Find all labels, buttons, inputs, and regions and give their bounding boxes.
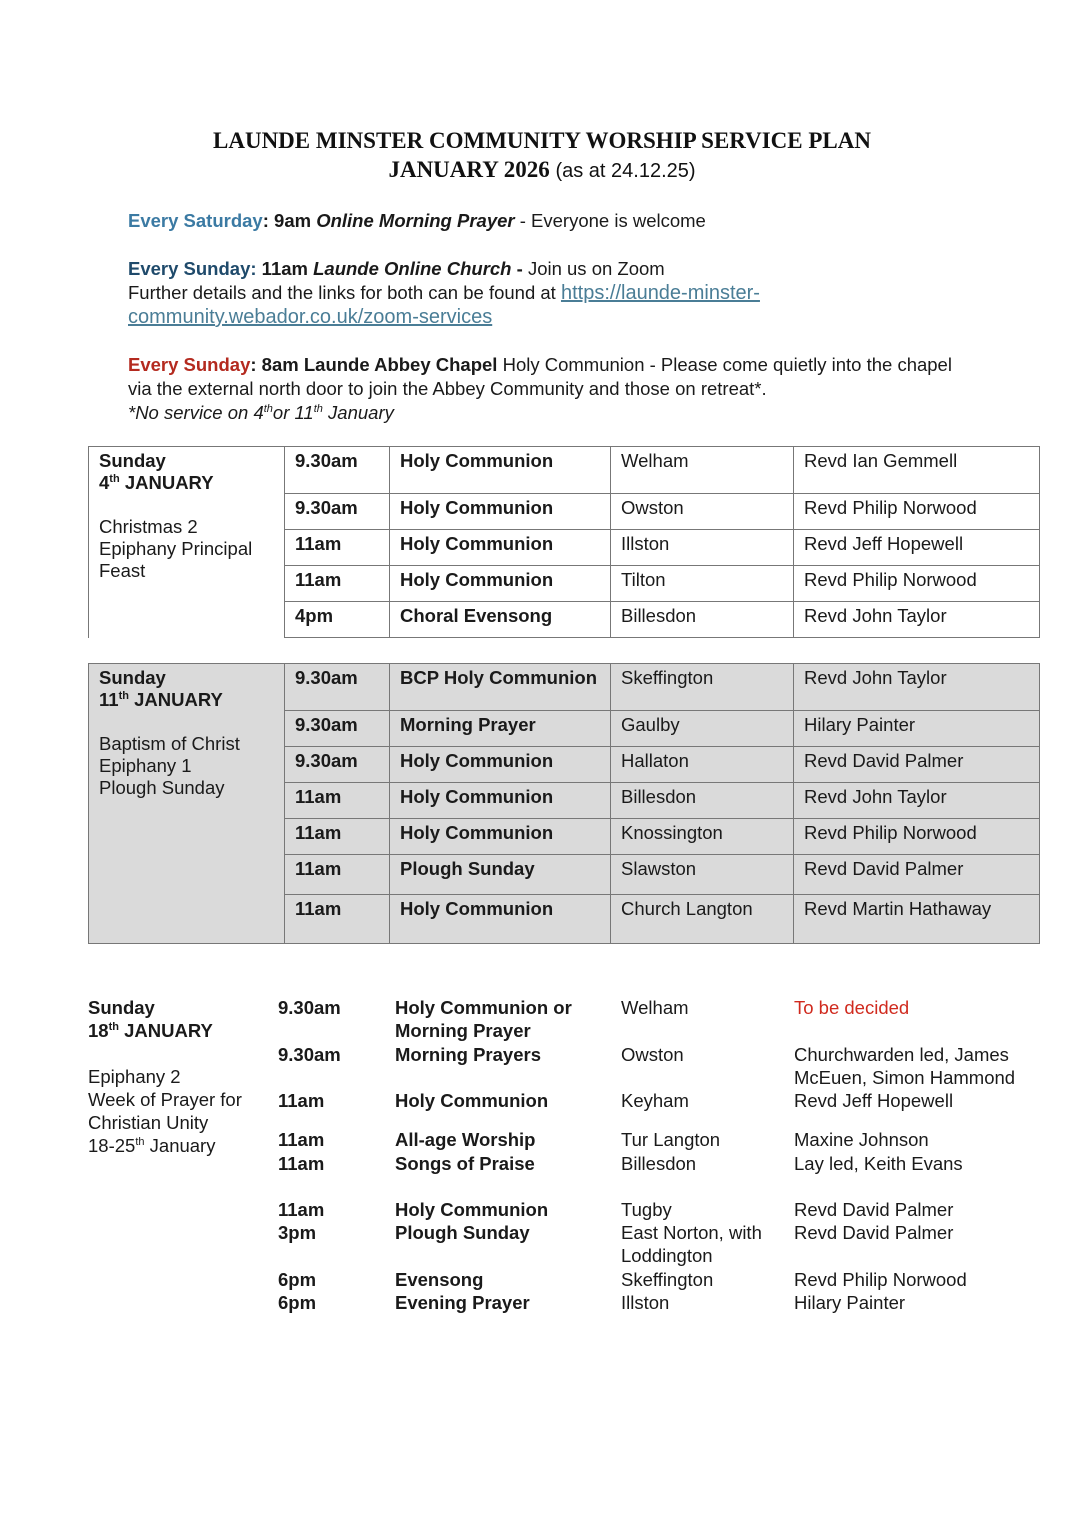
list-item: 3pm Plough Sunday East Norton, with Loddington Revd David Palmer — [278, 1222, 954, 1266]
saturday-notice-rest: - Everyone is welcome — [514, 210, 706, 231]
table-row: Sunday 4th JANUARY Christmas 2 Epiphany Principal Feast 9.30am Holy Communion Welham Revd Ian Gemmell — [89, 447, 1040, 494]
list-item: 11am Songs of Praise Billesdon Lay led, Keith Evans — [278, 1153, 963, 1174]
table-row: Sunday 11th JANUARY Baptism of Christ Epiphany 1 Plough Sunday 9.30am BCP Holy Communion Skeffington Revd John Taylor — [89, 664, 1040, 711]
table-row: 11am Holy Communion Knossington Revd Philip Norwood — [89, 819, 1040, 855]
sunday-chapel-time-place: 8am Launde Abbey Chapel — [256, 354, 498, 375]
title-month: JANUARY 2026 — [388, 157, 550, 182]
sunday-online-rest: Join us on Zoom — [527, 258, 665, 279]
table-row: 11am Holy Communion Billesdon Revd John Taylor — [89, 783, 1040, 819]
page-title — [0, 126, 1084, 186]
list-item: 11am Holy Communion Keyham Revd Jeff Hopewell — [278, 1090, 954, 1111]
saturday-notice: Every Saturday: 9am Online Morning Prayer - Everyone is welcome — [128, 210, 706, 231]
sunday-chapel-notice: Every Sunday: 8am Launde Abbey Chapel Holy Communion - Please come quietly into the chapel via the external north door to join the Abbey Community and those on retreat*. *No service on 4thor 11th January — [128, 354, 952, 423]
list-item: 6pm Evening Prayer Illston Hilary Painter — [278, 1292, 906, 1313]
day-cell: Sunday 11th JANUARY Baptism of Christ Epiphany 1 Plough Sunday — [89, 664, 285, 944]
title-date-note: (as at 24.12.25) — [555, 160, 696, 182]
chapel-footnote: *No service on 4thor 11th January — [128, 402, 394, 423]
schedule-18-jan — [88, 996, 1048, 1314]
zoom-services-link[interactable]: https://launde-minster-community.webador.co.uk/zoom-services — [128, 282, 760, 328]
details-text: Further details and the links for both can be found at — [128, 282, 561, 303]
list-item: 9.30am Morning Prayers Owston Churchwarden led, James McEuen, Simon Hammond — [278, 1044, 1016, 1088]
list-item: 6pm Evensong Skeffington Revd Philip Norwood — [278, 1269, 967, 1290]
table-row: 4pm Choral Evensong Billesdon Revd John Taylor — [89, 602, 1040, 638]
liturgical-notes: Baptism of Christ Epiphany 1 Plough Sunday — [99, 733, 240, 798]
list-item: 11am Holy Communion Tugby Revd David Palmer — [278, 1199, 954, 1220]
saturday-time: 9am — [268, 210, 317, 231]
sunday-online-label: Every Sunday: — [128, 258, 257, 279]
saturday-service-name: Online Morning Prayer — [316, 210, 515, 231]
table-row: 9.30am Morning Prayer Gaulby Hilary Painter — [89, 711, 1040, 747]
liturgical-notes: Christmas 2 Epiphany Principal Feast — [99, 516, 253, 581]
sunday-chapel-label: Every Sunday — [128, 354, 251, 375]
table-row: 11am Holy Communion Tilton Revd Philip Norwood — [89, 566, 1040, 602]
table-row: 11am Plough Sunday Slawston Revd David Palmer — [89, 855, 1040, 895]
list-item: 11am All-age Worship Tur Langton Maxine Johnson — [278, 1129, 929, 1150]
sunday-chapel-rest: Holy Communion - Please come quietly into the chapel via the external north door to join the Abbey Community and those on retreat*. — [128, 354, 952, 399]
table-row: 9.30am Holy Communion Owston Revd Philip Norwood — [89, 494, 1040, 530]
schedule-table-11-jan — [88, 663, 1040, 944]
day-cell: Sunday 18th JANUARY Epiphany 2 Week of Prayer for Christian Unity 18-25th January — [88, 997, 242, 1156]
schedule-table-4-jan — [88, 446, 1040, 638]
table-row: 11am Holy Communion Church Langton Revd Martin Hathaway — [89, 895, 1040, 944]
sunday-online-notice: Every Sunday: 11am Launde Online Church - Join us on Zoom Further details and the links for both can be found at https://launde-minster-community.webador.co.uk/zoom-services — [128, 258, 760, 328]
table-row: 9.30am Holy Communion Hallaton Revd David Palmer — [89, 747, 1040, 783]
leader-to-be-decided: To be decided — [794, 997, 910, 1018]
notices — [128, 209, 958, 425]
day-cell: Sunday 4th JANUARY Christmas 2 Epiphany Principal Feast — [89, 447, 285, 638]
list-item: 9.30am Holy Communion or Morning Prayer Welham To be decided — [88, 996, 1048, 1043]
title-line-1: LAUNDE MINSTER COMMUNITY WORSHIP SERVICE PLAN — [213, 128, 871, 153]
saturday-label: Every Saturday — [128, 210, 263, 231]
title-line-2 — [0, 155, 1084, 186]
sunday-online-time: 11am — [256, 258, 314, 279]
table-row: 11am Holy Communion Illston Revd Jeff Hopewell — [89, 530, 1040, 566]
sunday-online-service-name: Launde Online Church — [313, 258, 512, 279]
